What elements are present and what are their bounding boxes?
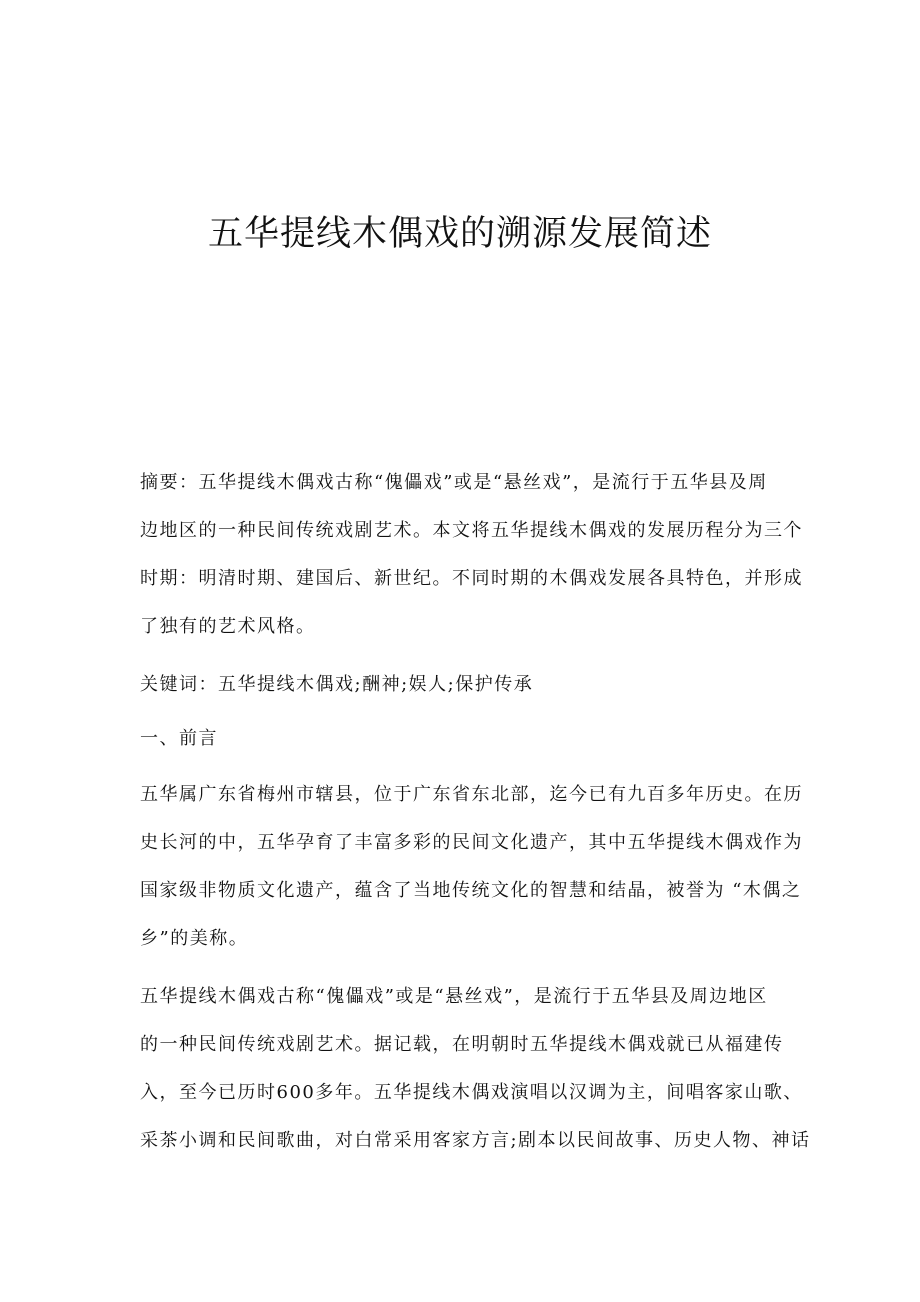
paragraph-line: 五华提线木偶戏古称“傀儡戏”或是“悬丝戏”，是流行于五华县及周边地区 [140, 986, 768, 1007]
abstract-paragraph [140, 459, 803, 651]
abstract-line: 时期：明清时期、建国后、新世纪。不同时期的木偶戏发展各具特色，并形成 [140, 568, 803, 589]
keywords-line [140, 661, 785, 709]
abstract-line: 了独有的艺术风格。 [140, 616, 316, 637]
paragraph-line: 入，至今已历时600多年。五华提线木偶戏演唱以汉调为主，间唱客家山歌、 [140, 1082, 803, 1103]
paragraph-line: 采茶小调和民间歌曲，对白常采用客家方言;剧本以民间故事、历史人物、神话 [140, 1130, 811, 1151]
keywords-text: 关键词：五华提线木偶戏;酬神;娱人;保护传承 [140, 674, 534, 695]
paragraph-line: 国家级非物质文化遗产，蕴含了当地传统文化的智慧和结晶，被誉为 “木偶之 [140, 880, 802, 901]
section-heading [140, 715, 785, 763]
paragraph-line: 五华属广东省梅州市辖县，位于广东省东北部，迄今已有九百多年历史。在历 [140, 784, 803, 805]
paragraph-line: 史长河的中，五华孕育了丰富多彩的民间文化遗产，其中五华提线木偶戏作为 [140, 832, 803, 853]
section-heading-text: 一、前言 [140, 728, 218, 749]
paragraph-line: 的一种民间传统戏剧艺术。据记载，在明朝时五华提线木偶戏就已从福建传 [140, 1034, 784, 1055]
body-paragraph-2 [140, 973, 811, 1165]
document-title: 五华提线木偶戏的溯源发展简述 [207, 214, 712, 254]
abstract-line: 摘要：五华提线木偶戏古称“傀儡戏”或是“悬丝戏”，是流行于五华县及周 [140, 472, 768, 493]
body-paragraph-1 [140, 771, 803, 963]
paragraph-line: 乡”的美称。 [140, 928, 249, 949]
abstract-line: 边地区的一种民间传统戏剧艺术。本文将五华提线木偶戏的发展历程分为三个 [140, 520, 803, 541]
